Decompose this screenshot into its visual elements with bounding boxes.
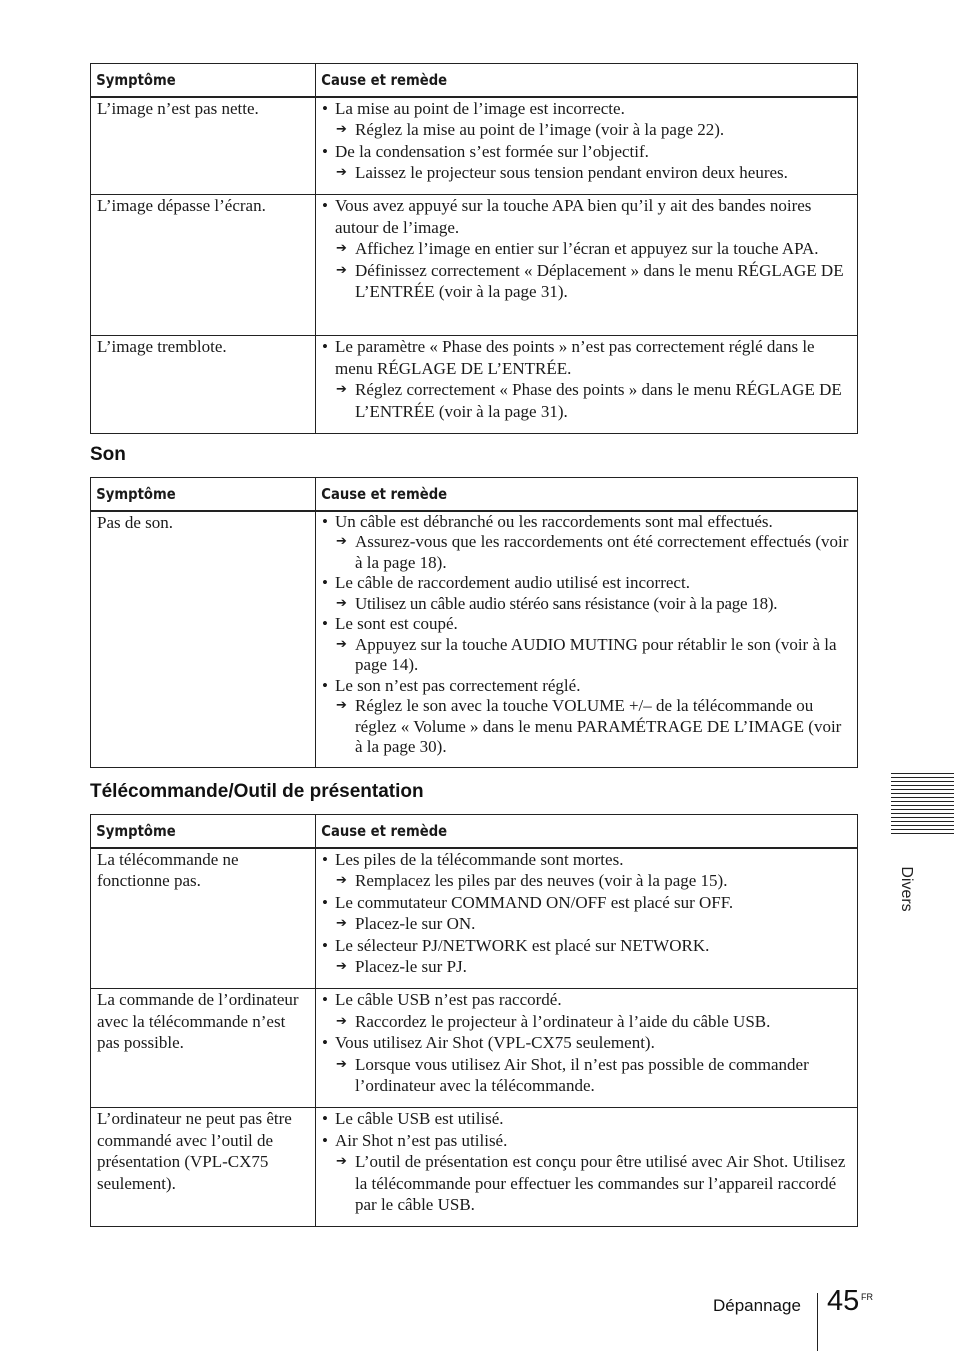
header-cause: Cause et remède (316, 815, 858, 848)
cause-cell (316, 989, 858, 1108)
table-row (91, 336, 858, 434)
troubleshooting-table-son (90, 477, 858, 768)
table-row (91, 195, 858, 336)
symptom-cell: L’image tremblote. (91, 336, 316, 434)
cause-line: • Le câble USB n’est pas raccordé. (322, 989, 851, 1011)
cause-cell (316, 195, 858, 336)
page-language: FR (861, 1292, 873, 1302)
header-cause: Cause et remède (316, 478, 858, 511)
remedy-line: ➔ Réglez la mise au point de l’image (voir à la page 22). (322, 119, 851, 141)
cause-line: • Les piles de la télécommande sont mortes. (322, 849, 851, 871)
remedy-line: ➔ Laissez le projecteur sous tension pendant environ deux heures. (322, 162, 851, 184)
remedy-line: ➔ Définissez correctement « Déplacement » dans le menu RÉGLAGE DE L’ENTRÉE (voir à la page 31). (322, 260, 851, 303)
remedy-line: ➔ Réglez le son avec la touche VOLUME +/– de la télécommande ou réglez « Volume » dans le menu PARAMÉTRAGE DE L’IMAGE (voir à la page 30). (322, 696, 851, 758)
cause-line: • Vous utilisez Air Shot (VPL-CX75 seulement). (322, 1032, 851, 1054)
cause-line: • Le sont est coupé. (322, 614, 851, 635)
table-row (91, 989, 858, 1108)
cause-line: • La mise au point de l’image est incorrecte. (322, 98, 851, 120)
remedy-line: ➔ Remplacez les piles par des neuves (voir à la page 15). (322, 870, 851, 892)
cause-line: • De la condensation s’est formée sur l’objectif. (322, 141, 851, 163)
symptom-cell: Pas de son. (91, 511, 316, 768)
cause-line: • Un câble est débranché ou les raccordements sont mal effectués. (322, 512, 851, 533)
header-symptom: Symptôme (91, 815, 316, 848)
cause-cell (316, 97, 858, 195)
cause-line: • Le câble de raccordement audio utilisé est incorrect. (322, 573, 851, 594)
cause-line: • Le sélecteur PJ/NETWORK est placé sur NETWORK. (322, 935, 851, 957)
cause-line: • Le câble USB est utilisé. (322, 1108, 851, 1130)
cause-cell (316, 1108, 858, 1227)
remedy-line: ➔ Réglez correctement « Phase des points » dans le menu RÉGLAGE DE L’ENTRÉE (voir à la page 31). (322, 379, 851, 422)
cause-cell (316, 336, 858, 434)
remedy-line: ➔ L’outil de présentation est conçu pour être utilisé avec Air Shot. Utilisez la télécommande pour effectuer les commandes sur l’appareil raccordé par le câble USB. (322, 1151, 851, 1216)
remedy-line: ➔ Placez-le sur PJ. (322, 956, 851, 978)
table-row (91, 1108, 858, 1227)
symptom-cell: L’image dépasse l’écran. (91, 195, 316, 336)
page-number: 45 (827, 1285, 860, 1317)
remedy-line: ➔ Appuyez sur la touche AUDIO MUTING pour rétablir le son (voir à la page 14). (322, 635, 851, 676)
table-row (91, 97, 858, 195)
cause-line: • Le son n’est pas correctement réglé. (322, 676, 851, 697)
section-title-son: Son (90, 444, 126, 465)
symptom-cell: La télécommande ne fonctionne pas. (91, 848, 316, 989)
remedy-line: ➔ Assurez-vous que les raccordements ont été correctement effectués (voir à la page 18). (322, 532, 851, 573)
table-row (91, 848, 858, 989)
header-symptom: Symptôme (91, 64, 316, 97)
cause-line: • Air Shot n’est pas utilisé. (322, 1130, 851, 1152)
table-header-row (91, 815, 858, 848)
header-symptom: Symptôme (91, 478, 316, 511)
remedy-line: ➔ Placez-le sur ON. (322, 913, 851, 935)
cause-line: • Le commutateur COMMAND ON/OFF est placé sur OFF. (322, 892, 851, 914)
table-header-row (91, 478, 858, 511)
symptom-cell: La commande de l’ordinateur avec la télécommande n’est pas possible. (91, 989, 316, 1108)
header-cause: Cause et remède (316, 64, 858, 97)
footer-section-label: Dépannage (713, 1296, 801, 1315)
side-tab-label: Divers (898, 866, 915, 912)
remedy-line: ➔ Raccordez le projecteur à l’ordinateur à l’aide du câble USB. (322, 1011, 851, 1033)
troubleshooting-table-remote (90, 814, 858, 1227)
cause-cell (316, 511, 858, 768)
remedy-line: ➔ Affichez l’image en entier sur l’écran et appuyez sur la touche APA. (322, 238, 851, 260)
footer-divider (817, 1293, 818, 1351)
table-row (91, 511, 858, 768)
cause-line: • Vous avez appuyé sur la touche APA bien qu’il y ait des bandes noires autour de l’image. (322, 195, 851, 238)
symptom-cell: L’image n’est pas nette. (91, 97, 316, 195)
cause-line: • Le paramètre « Phase des points » n’est pas correctement réglé dans le menu RÉGLAGE DE L’ENTRÉE. (322, 336, 851, 379)
symptom-cell: L’ordinateur ne peut pas être commandé avec l’outil de présentation (VPL-CX75 seulement). (91, 1108, 316, 1227)
remedy-line: ➔ Lorsque vous utilisez Air Shot, il n’est pas possible de commander l’ordinateur avec la télécommande. (322, 1054, 851, 1097)
table-header-row (91, 64, 858, 97)
cause-cell (316, 848, 858, 989)
remedy-line: ➔ Utilisez un câble audio stéréo sans résistance (voir à la page 18). (322, 594, 851, 615)
section-title-remote: Télécommande/Outil de présentation (90, 781, 424, 802)
side-tab-stripes (891, 773, 954, 837)
troubleshooting-table-image (90, 63, 858, 434)
